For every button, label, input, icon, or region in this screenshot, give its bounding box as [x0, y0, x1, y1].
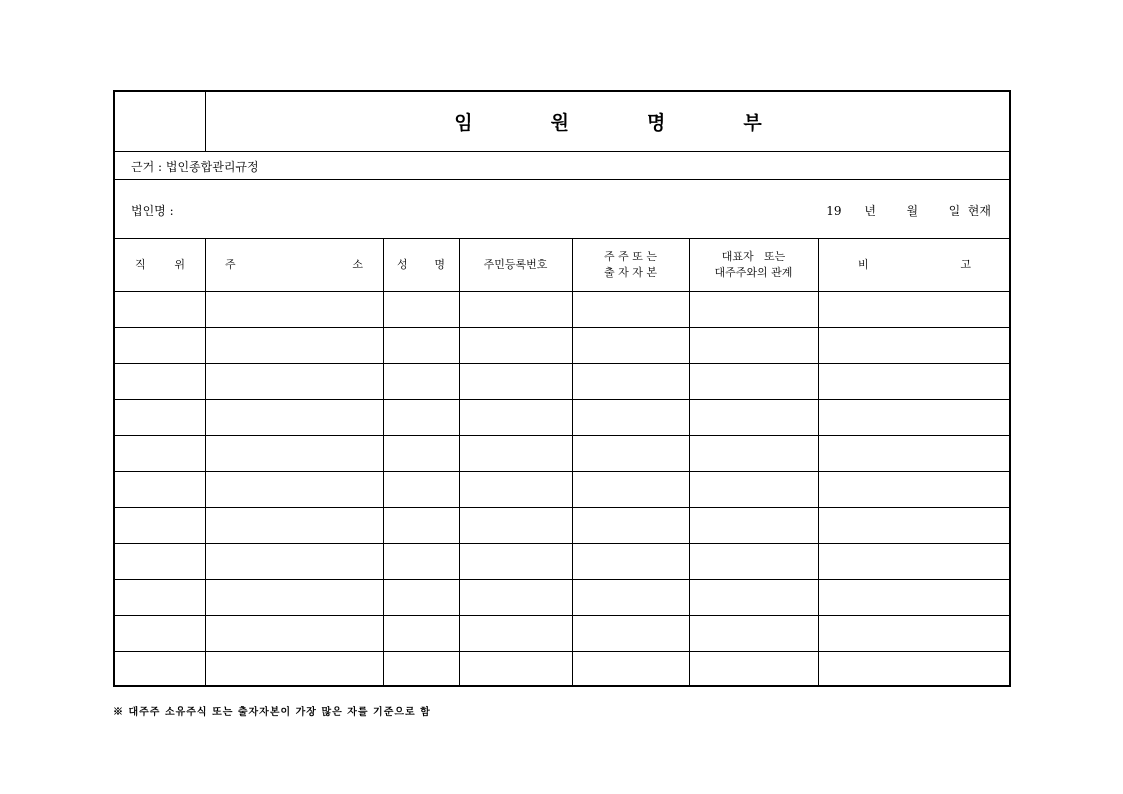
divider [205, 92, 206, 151]
table-row-divider [115, 363, 1009, 364]
basis-text: 근거 : 법인종합관리규정 [131, 160, 259, 174]
divider [459, 238, 460, 685]
header-text: 대주주와의 관계 [714, 265, 793, 279]
header-address [205, 238, 383, 291]
divider [205, 238, 206, 685]
table-row-divider [115, 651, 1009, 652]
table-row-divider [115, 471, 1009, 472]
footnote: ※ 대주주 소유주식 또는 출자자본이 가장 많은 자를 기준으로 함 [113, 707, 431, 718]
as-of-date: 19 년 월 일 현재 [826, 204, 991, 218]
header-relation [689, 238, 818, 291]
header-text: 출 자 자 본 [604, 265, 657, 279]
divider [818, 238, 819, 685]
divider [689, 238, 690, 685]
header-text: 주 주 또 는 [604, 249, 657, 263]
header-text: 직 [135, 257, 146, 271]
header-resident-number: 주민등록번호 [483, 257, 548, 271]
page-title [207, 92, 1009, 151]
divider [383, 238, 384, 685]
title-char: 명 [647, 112, 666, 134]
table-row-divider [115, 507, 1009, 508]
corporation-label: 법인명 : [131, 204, 174, 218]
header-text: 대표자 또는 [721, 249, 786, 263]
header-shareholder [572, 238, 689, 291]
divider [115, 151, 1009, 152]
divider [115, 291, 1009, 292]
header-text: 주 [225, 257, 236, 271]
divider [115, 179, 1009, 180]
header-text: 소 [352, 257, 363, 271]
header-position [115, 238, 205, 291]
header-text: 위 [174, 257, 185, 271]
header-remarks [818, 238, 1011, 291]
header-text: 명 [434, 257, 445, 271]
header-name [383, 238, 459, 291]
header-text: 고 [960, 257, 971, 271]
table-row-divider [115, 615, 1009, 616]
title-char: 임 [454, 112, 473, 134]
table-row-divider [115, 327, 1009, 328]
title-char: 원 [550, 112, 569, 134]
header-text: 비 [858, 257, 869, 271]
table-row-divider [115, 543, 1009, 544]
table-row-divider [115, 579, 1009, 580]
table-row-divider [115, 435, 1009, 436]
divider [572, 238, 573, 685]
title-char: 부 [743, 112, 762, 134]
table-row-divider [115, 399, 1009, 400]
header-text: 성 [397, 257, 408, 271]
officer-register-form [113, 90, 1011, 687]
